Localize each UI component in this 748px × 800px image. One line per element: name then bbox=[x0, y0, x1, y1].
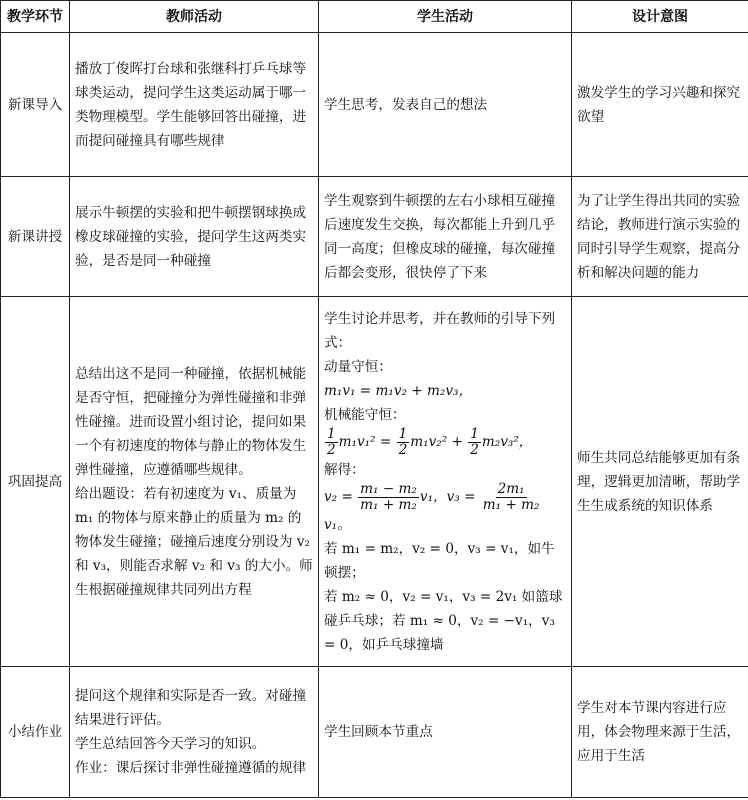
header-student: 学生活动 bbox=[319, 1, 572, 33]
student-cell: 学生回顾本节重点 bbox=[319, 667, 572, 798]
teacher-cell: 播放丁俊晖打台球和张继科打乒乓球等球类运动，提问学生这类运动属于哪一类物理模型。学生能够回答出碰撞，进而提问碰撞具有哪些规律 bbox=[70, 33, 319, 177]
intent-cell: 师生共同总结能够更加有条理，逻辑更加清晰，帮助学生生成系统的知识体系 bbox=[572, 297, 748, 667]
table-row bbox=[1, 297, 748, 667]
teacher-paragraph: 给出题设：若有初速度为 v₁、质量为 m₁ 的物体与原来静止的质量为 m₂ 的物体发生碰撞；碰撞后速度分别设为 v₂ 和 v₃，则能否求解 v₂ 和 v₃ 的大小。师生根据碰撞规律共同列出方程 bbox=[75, 485, 313, 598]
teacher-cell bbox=[70, 667, 319, 798]
teacher-cell: 展示牛顿摆的实验和把牛顿摆钢球换成橡皮球碰撞的实验，提问学生这两类实验，是否是同一种碰撞 bbox=[70, 177, 319, 297]
student-cell: 学生观察到牛顿摆的左右小球相互碰撞后速度发生交换，每次都能上升到几乎同一高度；但橡皮球的碰撞，每次碰撞后都会变形，很快停了下来 bbox=[319, 177, 572, 297]
case-ball: 若 m₂ ≈ 0，v₂ = v₁，v₃ = 2v₁ 如篮球碰乒乓球；若 m₁ ≈ 0，v₂ = −v₁，v₃ = 0，如乒乓球撞墙 bbox=[324, 588, 563, 653]
intent-cell: 激发学生的学习兴趣和探究欲望 bbox=[572, 33, 748, 177]
header-teacher: 教师活动 bbox=[70, 1, 319, 33]
solve-label: 解得： bbox=[324, 461, 365, 478]
student-cell bbox=[319, 297, 572, 667]
teacher-paragraph: 作业：课后探讨非弹性碰撞遵循的规律 bbox=[75, 760, 307, 776]
intent-cell: 学生对本节课内容进行应用，体会物理来源于生活，应用于生活 bbox=[572, 667, 748, 798]
table-row bbox=[1, 177, 748, 297]
stage-cell: 新课导入 bbox=[1, 33, 70, 177]
table-row bbox=[1, 33, 748, 177]
header-row bbox=[1, 1, 748, 33]
header-intent: 设计意图 bbox=[572, 1, 748, 33]
teacher-cell bbox=[70, 297, 319, 667]
student-intro: 学生讨论并思考，并在教师的引导下列式： bbox=[324, 310, 556, 351]
energy-label: 机械能守恒： bbox=[324, 406, 406, 423]
teacher-paragraph: 学生总结回答今天学习的知识。 bbox=[75, 736, 266, 752]
momentum-label: 动量守恒： bbox=[324, 358, 392, 375]
case-newton: 若 m₁ = m₂，v₂ = 0，v₃ = v₁，如牛顿摆； bbox=[324, 540, 555, 581]
student-cell: 学生思考，发表自己的想法 bbox=[319, 33, 572, 177]
teacher-paragraph: 提问这个规律和实际是否一致。对碰撞结果进行评估。 bbox=[75, 688, 307, 728]
table-row bbox=[1, 667, 748, 798]
stage-cell: 巩固提高 bbox=[1, 297, 70, 667]
intent-cell: 为了让学生得出共同的实验结论，教师进行演示实验的同时引导学生观察，提高分析和解决问题的能力 bbox=[572, 177, 748, 297]
stage-cell: 小结作业 bbox=[1, 667, 70, 798]
stage-cell: 新课讲授 bbox=[1, 177, 70, 297]
teacher-paragraph: 总结出这不是同一种碰撞，依据机械能是否守恒，把碰撞分为弹性碰撞和非弹性碰撞。进而设置小组讨论，提问如果一个有初速度的物体与静止的物体发生弹性碰撞，应遵循哪些规律。 bbox=[75, 365, 307, 478]
header-stage: 教学环节 bbox=[1, 1, 70, 33]
solution-equation: v₂ = $\frac{\text{m₁ − m₂}}{\text{m₁ + m₂}}$ v₁，v₃ = $\frac{\text{2m₁}}{\text{m₁ + m₂}}$ v₁。 bbox=[324, 480, 540, 533]
energy-equation: $\frac{1}{2}$ m₁v₁² = $\frac{1}{2}$ m₁v₂² + $\frac{1}{2}$ m₂v₃²， bbox=[327, 425, 533, 458]
momentum-equation: m₁v₁ = m₁v₂ + m₂v₃， bbox=[324, 382, 473, 399]
